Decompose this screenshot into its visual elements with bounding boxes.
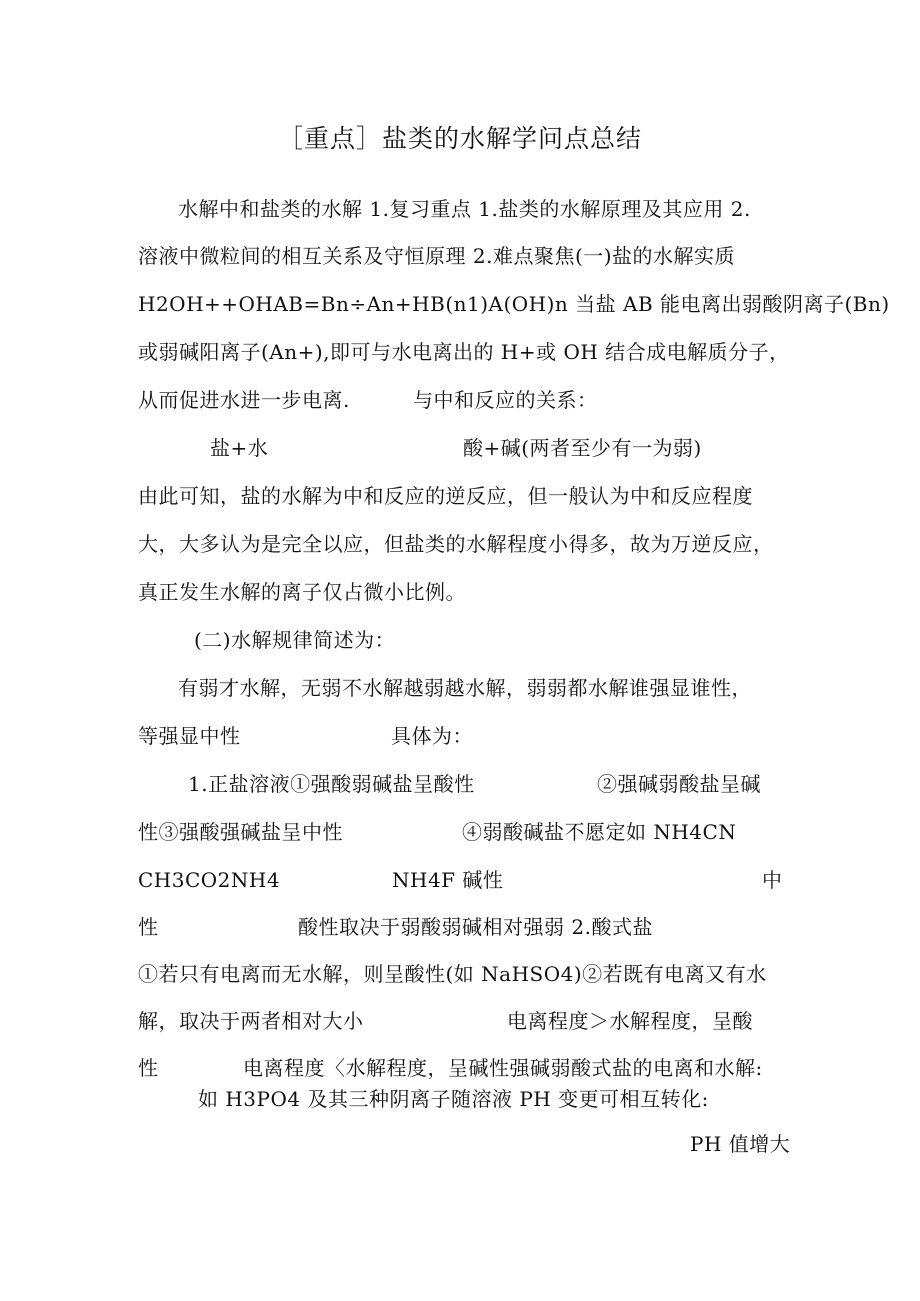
- paragraph-line: PH 值增大: [690, 1132, 791, 1156]
- paragraph-line: 性: [138, 915, 159, 939]
- paragraph-line: 或弱碱阳离子(An+),即可与水电离出的 H+或 OH 结合成电解质分子，: [138, 340, 790, 364]
- paragraph-line: 解，取决于两者相对大小: [138, 1009, 364, 1033]
- section-heading: (二)水解规律简述为：: [194, 628, 396, 652]
- paragraph-line: 从而促进水进一步电离.: [138, 388, 350, 412]
- paragraph-line: H2OH++OHAB=Bn÷An+HB(n1)A(OH)n 当盐 AB 能电离出弱酸阴离子(Bn): [138, 292, 890, 316]
- paragraph-line: 中: [762, 868, 783, 892]
- paragraph-line: 水解中和盐类的水解 1.复习重点 1.盐类的水解原理及其应用 2.: [178, 197, 751, 221]
- paragraph-line: ①若只有电离而无水解，则呈酸性(如 NaHSO4)②若既有电离又有水: [138, 962, 767, 986]
- document-title: ［重点］盐类的水解学问点总结: [277, 124, 642, 153]
- paragraph-line: 具体为：: [391, 724, 473, 748]
- paragraph-line: ②强碱弱酸盐呈碱: [597, 772, 761, 796]
- paragraph-line: 由此可知，盐的水解为中和反应的逆反应，但一般认为中和反应程度: [138, 484, 753, 508]
- paragraph-line: 等强显中性: [138, 724, 241, 748]
- paragraph-line: ④弱酸碱盐不愿定如 NH4CN: [462, 820, 737, 844]
- paragraph-line: 如 H3PO4 及其三种阴离子随溶液 PH 变更可相互转化:: [198, 1087, 709, 1111]
- paragraph-line: 溶液中微粒间的相互关系及守恒原理 2.难点聚焦(一)盐的水解实质: [138, 244, 736, 268]
- paragraph-line: 电离程度＞水解程度，呈酸: [507, 1009, 753, 1033]
- paragraph-line: 性③强酸强碱盐呈中性: [138, 820, 343, 844]
- equation-left: 盐+水: [210, 436, 269, 460]
- paragraph-line: NH4F 碱性: [392, 868, 504, 892]
- equation-right: 酸+碱(两者至少有一为弱): [463, 436, 702, 460]
- paragraph-line: 性: [138, 1056, 159, 1080]
- paragraph-line: 酸性取决于弱酸弱碱相对强弱 2.酸式盐: [298, 915, 653, 939]
- paragraph-line: 大，大多认为是完全以应，但盐类的水解程度小得多，故为万逆反应，: [138, 532, 774, 556]
- paragraph-line: 1.正盐溶液①强酸弱碱盐呈酸性: [188, 772, 475, 796]
- paragraph-line: 有弱才水解，无弱不水解越弱越水解，弱弱都水解谁强显谁性，: [178, 676, 752, 700]
- paragraph-line: 与中和反应的关系：: [413, 388, 598, 412]
- paragraph-line: CH3CO2NH4: [138, 868, 281, 892]
- paragraph-line: 真正发生水解的离子仅占微小比例。: [138, 580, 466, 604]
- paragraph-line: 电离程度〈水解程度，呈碱性强碱弱酸式盐的电离和水解:: [243, 1056, 763, 1080]
